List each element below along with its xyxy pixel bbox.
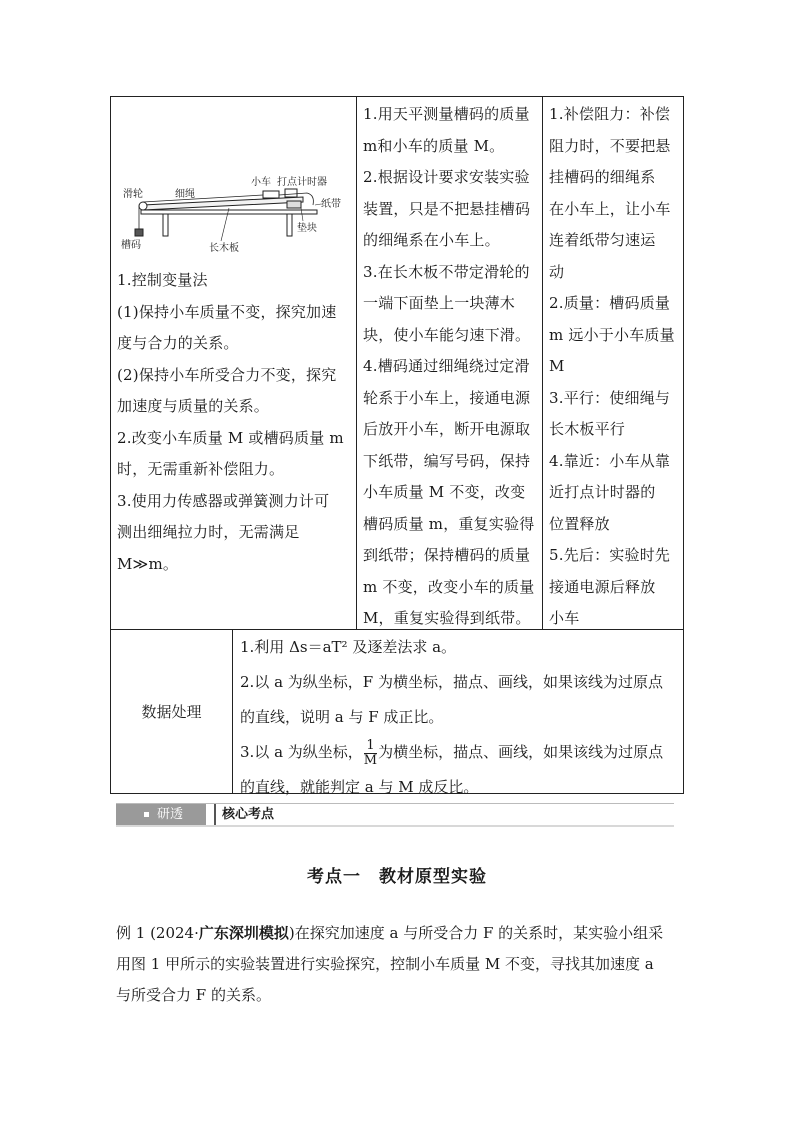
label-tape: 纸带 xyxy=(321,199,341,210)
weight-shape xyxy=(135,229,143,236)
steps-line: 2.根据设计要求安装实验 xyxy=(363,168,530,186)
steps-line: 装置，只是不把悬挂槽码 xyxy=(363,199,531,218)
steps-line: 后放开小车，断开电源取 xyxy=(363,420,531,438)
label-board: 长木板 xyxy=(209,243,239,254)
fraction-one-over-m xyxy=(364,739,377,768)
notes-line: 3.平行：使细绳与 xyxy=(549,388,671,407)
steps-line: M，重复实验得到纸带。 xyxy=(363,609,531,627)
principle-line: 测出细绳拉力时，无需满足M≫m。 xyxy=(117,523,300,573)
pulley-shape xyxy=(139,202,147,210)
steps-line: 到纸带；保持槽码的质量 xyxy=(363,546,531,564)
steps-line: 4.槽码通过细绳绕过定滑 xyxy=(363,357,530,375)
steps-line: 3.在长木板不带定滑轮的 xyxy=(363,262,530,281)
experiment-table xyxy=(110,96,684,794)
principle-line: 度与合力的关系。 xyxy=(117,334,239,352)
table-leg-right xyxy=(287,214,292,236)
notes-line: 位置释放 xyxy=(549,514,610,533)
example-1 xyxy=(116,918,678,1011)
notes-line: 长木板平行 xyxy=(549,420,626,438)
steps-line: m 不变，改变小车的质量 xyxy=(363,577,535,596)
notes-line: 接通电源后释放 xyxy=(549,577,656,596)
notes-line: 5.先后：实验时先 xyxy=(549,546,671,564)
dp-line-3: 的直线，说明 a 与 F 成正比。 xyxy=(240,708,444,726)
dp-line-1: 1.利用 Δs＝aT² 及逐差法求 a。 xyxy=(240,638,457,656)
apparatus-figure xyxy=(117,175,353,263)
notes-line: 小车 xyxy=(549,609,580,627)
principle-line: 2.改变小车质量 M 或槽码质量 m xyxy=(117,428,344,447)
data-processing-content xyxy=(234,630,683,796)
label-cart: 小车 xyxy=(251,177,271,188)
notes-cell xyxy=(543,97,683,629)
label-block: 垫块 xyxy=(297,223,317,234)
dp-line-2: 2.以 a 为纵坐标，F 为横坐标，描点、画线，如果该线为过原点 xyxy=(240,673,663,691)
steps-line: 轮系于小车上，接通电源 xyxy=(363,388,531,407)
notes-line: 动 xyxy=(549,262,565,281)
notes-line: 挂槽码的细绳系 xyxy=(549,168,656,186)
square-bullet-icon xyxy=(144,812,149,817)
steps-line: 下纸带，编写号码，保持 xyxy=(363,451,531,470)
steps-cell xyxy=(357,97,543,629)
fraction-denominator: M xyxy=(363,752,378,768)
principle-line: 时，无需重新补偿阻力。 xyxy=(117,460,285,478)
long-board-shape xyxy=(143,197,303,210)
principle-line: 1.控制变量法 xyxy=(117,271,208,289)
example-line-1 xyxy=(116,918,678,949)
notes-line: 连着纸带匀速运 xyxy=(549,231,656,249)
steps-line: 块，使小车能匀速下滑。 xyxy=(363,325,531,344)
notes-line: 1.补偿阻力：补偿 xyxy=(549,105,671,123)
steps-line: 1.用天平测量槽码的质量 xyxy=(363,105,530,123)
principle-cell xyxy=(111,97,357,629)
principle-line: (1)保持小车质量不变，探究加速 xyxy=(117,302,337,321)
section-tag xyxy=(116,804,206,825)
section-tag-label: 研透 xyxy=(157,807,184,822)
notes-line: 4.靠近：小车从靠 xyxy=(549,451,671,470)
section-bar xyxy=(116,803,674,827)
data-processing-label: 数据处理 xyxy=(111,630,233,793)
fraction-numerator: 1 xyxy=(364,739,377,754)
principle-text xyxy=(117,265,353,580)
data-processing-row xyxy=(111,630,683,796)
table-top-row xyxy=(111,97,683,630)
timer-shape xyxy=(285,189,297,197)
steps-line: 一端下面垫上一块薄木 xyxy=(363,294,516,312)
example-line-3: 与所受合力 F 的关系。 xyxy=(116,986,271,1004)
example-line-2: 用图 1 甲所示的实验装置进行实验探究，控制小车质量 M 不变，寻找其加速度 a xyxy=(116,955,654,973)
steps-line: m和小车的质量 M。 xyxy=(363,136,505,155)
notes-line: 近打点计时器的 xyxy=(549,483,656,501)
topic-heading: 考点一 教材原型实验 xyxy=(307,867,487,887)
cart-shape xyxy=(263,191,279,198)
dp-line-4-pre: 3.以 a 为纵坐标， xyxy=(240,743,363,761)
notes-line: 在小车上，让小车 xyxy=(549,199,671,218)
example-prefix: 例 1 (2024· xyxy=(116,924,199,942)
notes-line: m 远小于小车质量 xyxy=(549,325,675,344)
principle-line: 加速度与质量的关系。 xyxy=(117,397,270,415)
steps-line: 小车质量 M 不变，改变 xyxy=(363,483,526,501)
notes-line: 阻力时，不要把悬 xyxy=(549,136,671,155)
dp-line-4 xyxy=(240,735,683,770)
notes-line: 2.质量：槽码质量 xyxy=(549,294,671,312)
principle-line: 3.使用力传感器或弹簧测力计可 xyxy=(117,491,330,510)
table-leg-left xyxy=(163,214,168,236)
notes-line: M xyxy=(549,357,565,375)
label-rope: 细绳 xyxy=(175,189,195,200)
block-shape xyxy=(287,201,301,208)
steps-text xyxy=(363,99,539,635)
dp-line-4-post: 为横坐标，描点、画线，如果该线为过原点 xyxy=(378,743,664,761)
example-line-1-rest: )在探究加速度 a 与所受合力 F 的关系时，某实验小组采 xyxy=(288,924,664,942)
steps-line: 槽码质量 m，重复实验得 xyxy=(363,514,535,533)
label-timer: 打点计时器 xyxy=(277,177,327,188)
table-top-shape xyxy=(141,210,317,214)
label-pulley: 滑轮 xyxy=(123,189,143,200)
section-title: 核心考点 xyxy=(214,804,274,825)
dp-line-5: 的直线，就能判定 a 与 M 成反比。 xyxy=(240,778,479,796)
label-weight: 槽码 xyxy=(121,240,141,251)
notes-text xyxy=(549,99,679,635)
example-source: 广东深圳模拟 xyxy=(198,924,289,942)
steps-line: 的细绳系在小车上。 xyxy=(363,231,500,249)
principle-line: (2)保持小车所受合力不变，探究 xyxy=(117,365,337,384)
